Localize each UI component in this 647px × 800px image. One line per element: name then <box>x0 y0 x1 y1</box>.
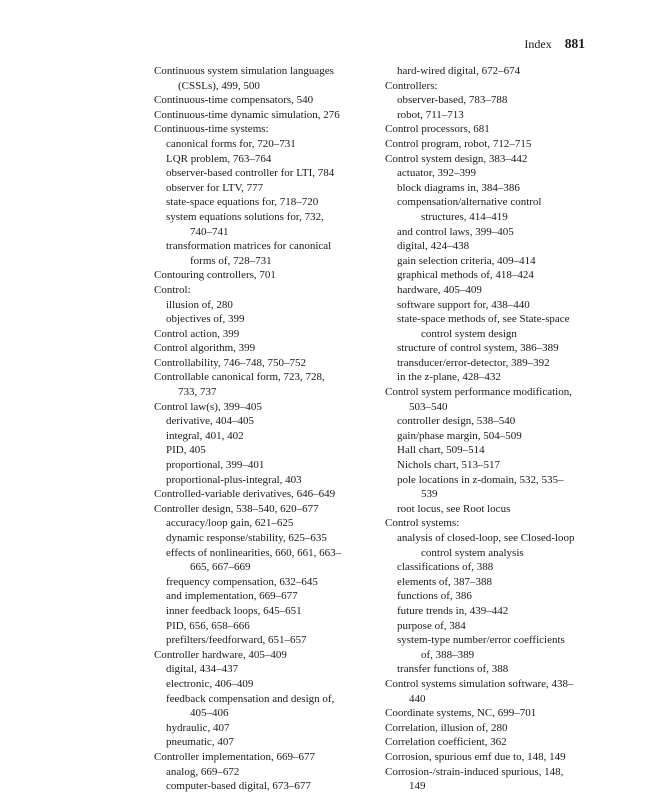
index-subentry: state-space equations for, 718–720 <box>166 196 319 209</box>
index-subentry: pole locations in z-domain, 532, 535– <box>397 473 564 486</box>
index-subentry: and implementation, 669–677 <box>166 590 298 603</box>
index-subentry: frequency compensation, 632–645 <box>166 575 318 588</box>
index-entry: Continuous system simulation languages <box>154 65 334 77</box>
index-entry: Control program, robot, 712–715 <box>385 137 532 150</box>
index-subentry: observer-based, 783–788 <box>397 94 508 107</box>
index-subentry: hardware, 405–409 <box>397 283 482 296</box>
index-subentry: feedback compensation and design of, <box>166 692 335 705</box>
index-subentry: classifications of, 388 <box>397 561 494 574</box>
index-entry: Control systems: <box>385 517 460 530</box>
index-subentry: PID, 405 <box>166 444 206 457</box>
index-subentry: structures, 414–419 <box>421 210 508 223</box>
index-column-right <box>385 64 595 794</box>
index-subentry: accuracy/loop gain, 621–625 <box>166 517 294 530</box>
running-head: Index <box>524 37 552 51</box>
index-subentry: functions of, 386 <box>397 590 472 603</box>
index-subentry: compensation/alternative control <box>397 196 542 209</box>
index-subentry: Hall chart, 509–514 <box>397 444 485 457</box>
index-entry: Controlled-variable derivatives, 646–649 <box>154 488 336 501</box>
index-subentry: robot, 711–713 <box>397 108 464 121</box>
index-subentry: 149 <box>409 780 426 793</box>
index-entry: Controllable canonical form, 723, 728, <box>154 371 325 384</box>
index-subentry: (CSSLs), 499, 500 <box>178 79 260 92</box>
index-entry: Correlation, illusion of, 280 <box>385 721 508 734</box>
index-entry: Control processors, 681 <box>385 123 490 136</box>
index-subentry: prefilters/feedforward, 651–657 <box>166 634 307 647</box>
index-subentry: graphical methods of, 418–424 <box>397 269 534 282</box>
index-subentry: control system analysis <box>421 546 524 559</box>
index-subentry: LQR problem, 763–764 <box>166 152 272 165</box>
index-entry: Controllers: <box>385 79 438 92</box>
index-subentry: root locus, see Root locus <box>397 502 511 515</box>
index-entry: Corrosion, spurious emf due to, 148, 149 <box>385 750 566 763</box>
index-subentry: 539 <box>421 488 438 501</box>
index-subentry: block diagrams in, 384–386 <box>397 181 520 194</box>
index-subentry: system-type number/error coefficients <box>397 634 565 647</box>
page-number: 881 <box>564 36 585 51</box>
index-entry: Control law(s), 399–405 <box>154 400 262 413</box>
index-subentry: software support for, 438–440 <box>397 298 530 311</box>
index-subentry: transducer/error-detector, 389–392 <box>397 356 550 369</box>
index-subentry: transfer functions of, 388 <box>397 663 509 676</box>
index-subentry: canonical forms for, 720–731 <box>166 137 296 150</box>
index-subentry: digital, 434–437 <box>166 663 239 676</box>
index-subentry: 440 <box>409 692 426 705</box>
index-entry: Control: <box>154 283 191 296</box>
index-subentry: proportional, 399–401 <box>166 459 265 472</box>
index-subentry: observer for LTV, 777 <box>166 181 264 194</box>
index-subentry: actuator, 392–399 <box>397 167 476 180</box>
index-entry: Corrosion-/strain-induced spurious, 148, <box>385 765 564 778</box>
page-header <box>524 36 585 52</box>
index-entry: Controller hardware, 405–409 <box>154 648 287 661</box>
index-subentry: structure of control system, 386–389 <box>397 342 559 355</box>
index-subentry: analog, 669–672 <box>166 765 240 778</box>
index-entry: Controller design, 538–540, 620–677 <box>154 502 319 515</box>
index-subentry: gain selection criteria, 409–414 <box>397 254 536 267</box>
index-subentry: 740–741 <box>190 225 229 238</box>
index-subentry: in the z-plane, 428–432 <box>397 371 501 384</box>
index-subentry: illusion of, 280 <box>166 298 233 311</box>
index-entry: Continuous-time compensators, 540 <box>154 94 314 107</box>
index-entry: Controller implementation, 669–677 <box>154 750 316 763</box>
index-subentry: computer-based digital, 673–677 <box>166 780 311 793</box>
index-subentry: control system design <box>421 327 517 340</box>
index-entry: Contouring controllers, 701 <box>154 269 276 282</box>
index-subentry: objectives of, 399 <box>166 313 245 326</box>
index-subentry: proportional-plus-integral, 403 <box>166 473 302 486</box>
index-subentry: digital, 424–438 <box>397 240 470 253</box>
index-subentry: dynamic response/stability, 625–635 <box>166 532 327 544</box>
index-subentry: of, 388–389 <box>421 648 475 661</box>
index-subentry: hydraulic, 407 <box>166 721 230 734</box>
index-column-left <box>154 64 372 794</box>
index-subentry: effects of nonlinearities, 660, 661, 663– <box>166 546 342 559</box>
index-subentry: controller design, 538–540 <box>397 415 516 428</box>
index-subentry: system equations solutions for, 732, <box>166 210 324 223</box>
index-entry: Control algorithm, 399 <box>154 342 256 355</box>
index-subentry: elements of, 387–388 <box>397 575 493 588</box>
index-subentry: forms of, 728–731 <box>190 254 272 267</box>
index-entry: Control system performance modification, <box>385 386 572 399</box>
index-subentry: purpose of, 384 <box>397 619 466 632</box>
index-entry: Control systems simulation software, 438– <box>385 677 574 690</box>
index-entry: Continuous-time systems: <box>154 123 269 136</box>
index-subentry: derivative, 404–405 <box>166 415 254 428</box>
index-subentry: 405–406 <box>190 707 229 720</box>
index-subentry: inner feedback loops, 645–651 <box>166 604 302 617</box>
index-entry: Coordinate systems, NC, 699–701 <box>385 707 537 720</box>
index-subentry: transformation matrices for canonical <box>166 240 332 253</box>
index-subentry: Nichols chart, 513–517 <box>397 459 500 472</box>
index-subentry: 665, 667–669 <box>190 561 251 574</box>
index-subentry: hard-wired digital, 672–674 <box>397 65 521 77</box>
index-subentry: pneumatic, 407 <box>166 736 234 749</box>
index-subentry: future trends in, 439–442 <box>397 604 509 617</box>
index-subentry: 733, 737 <box>178 386 217 399</box>
index-subentry: PID, 656, 658–666 <box>166 619 250 632</box>
index-subentry: gain/phase margin, 504–509 <box>397 429 522 442</box>
index-entry: Control action, 399 <box>154 327 240 340</box>
index-subentry: and control laws, 399–405 <box>397 225 514 238</box>
index-subentry: state-space methods of, see State-space <box>397 313 570 326</box>
index-entry: Controllability, 746–748, 750–752 <box>154 356 307 369</box>
index-entry: Control system design, 383–442 <box>385 152 528 165</box>
index-subentry: electronic, 406–409 <box>166 677 254 690</box>
index-subentry: integral, 401, 402 <box>166 429 244 442</box>
index-subentry: observer-based controller for LTI, 784 <box>166 167 335 180</box>
index-entry: Continuous-time dynamic simulation, 276 <box>154 108 340 121</box>
index-subentry: 503–540 <box>409 400 448 413</box>
index-entry: Correlation coefficient, 362 <box>385 736 507 749</box>
index-subentry: analysis of closed-loop, see Closed-loop <box>397 532 575 544</box>
